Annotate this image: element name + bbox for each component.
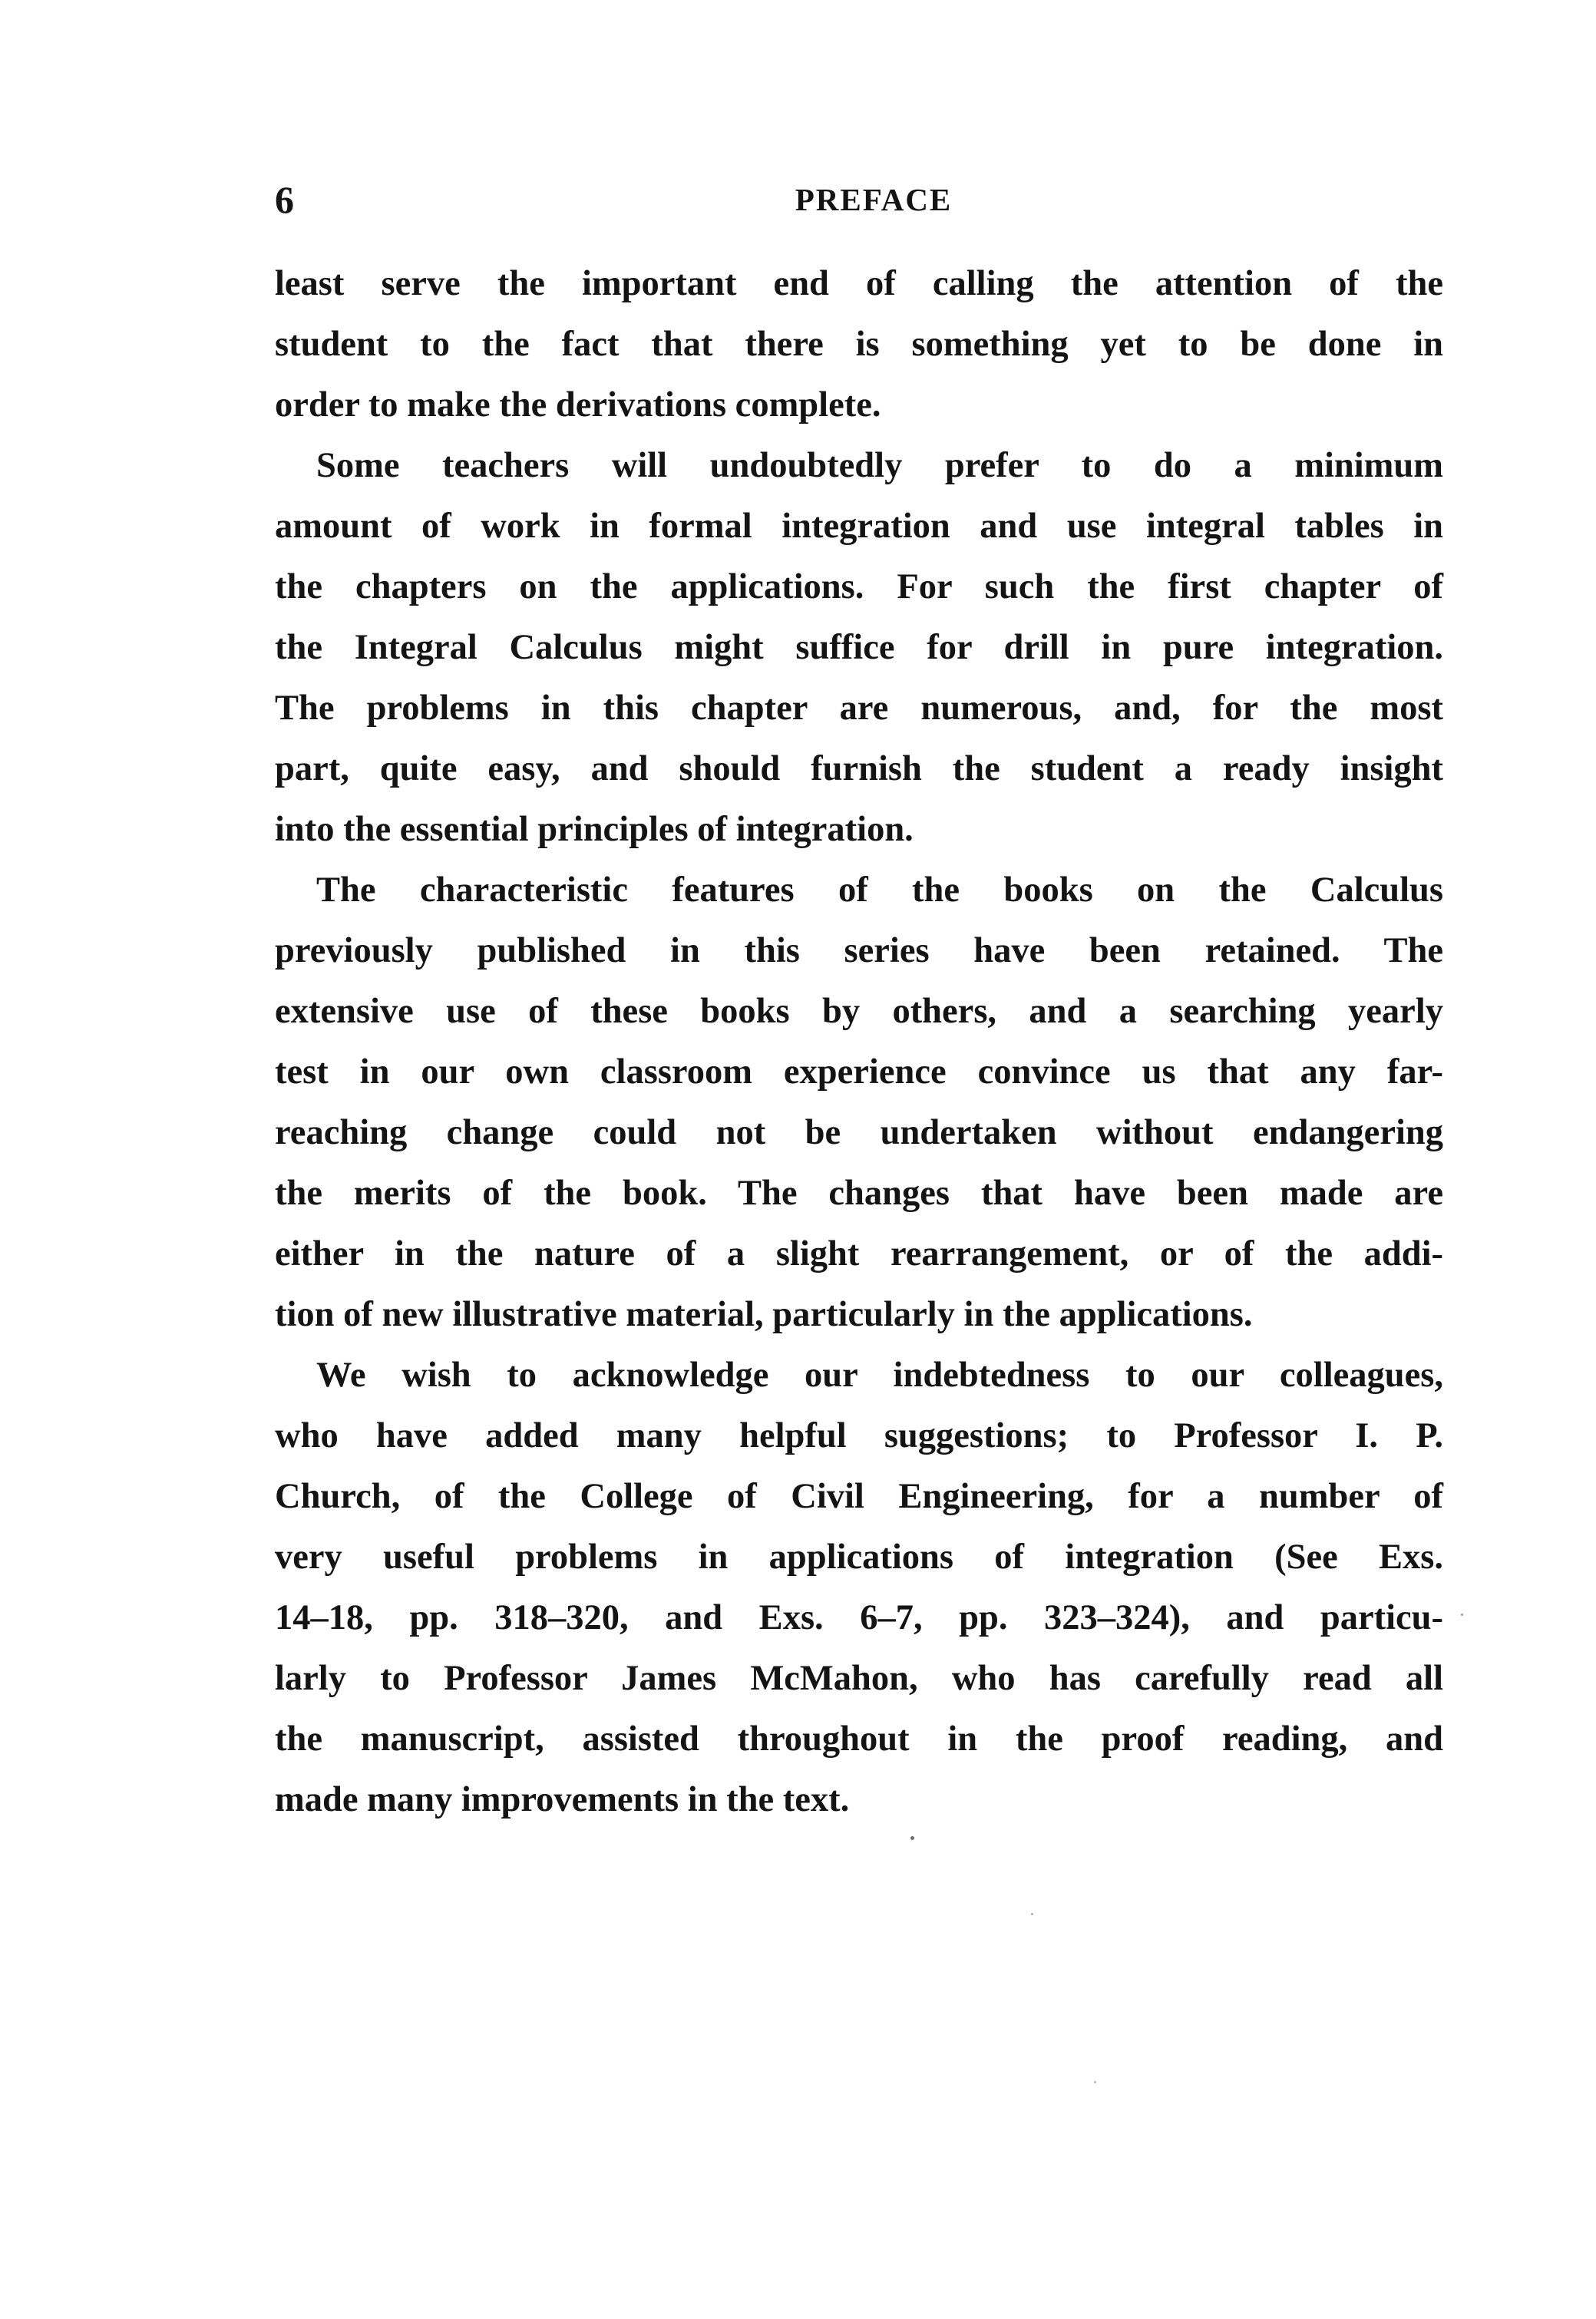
- text-line: larly to Professor James McMahon, who has carefully read all: [275, 1659, 1443, 1698]
- paragraph-acknowledgments: [275, 1345, 1443, 1830]
- scan-speck: [1461, 1614, 1463, 1616]
- running-head: [275, 175, 1442, 224]
- text-line: who have added many helpful suggestions; to Professor I. P.: [275, 1416, 1443, 1455]
- text-line: the manuscript, assisted throughout in the proof reading, and: [275, 1719, 1443, 1759]
- text-line: either in the nature of a slight rearrangement, or of the addi-: [275, 1234, 1443, 1273]
- text-line: into the essential principles of integration.: [275, 810, 914, 849]
- page-number: 6: [275, 178, 294, 221]
- text-line: part, quite easy, and should furnish the student a ready insight: [275, 749, 1443, 788]
- text-line: amount of work in formal integration and use integral tables in: [275, 507, 1443, 546]
- text-line: the Integral Calculus might suffice for drill in pure integration.: [275, 628, 1443, 667]
- text-line: We wish to acknowledge our indebtedness to our colleagues,: [316, 1356, 1443, 1395]
- text-line: extensive use of these books by others, and a searching yearly: [275, 992, 1443, 1031]
- scan-speck: [1094, 2081, 1096, 2083]
- text-line: made many improvements in the text.: [275, 1780, 850, 1819]
- text-line: 14–18, pp. 318–320, and Exs. 6–7, pp. 323–324), and particu-: [275, 1598, 1443, 1637]
- text-line: test in our own classroom experience convince us that any far-: [275, 1052, 1443, 1092]
- paragraph-integral-tables: [275, 435, 1443, 860]
- paragraph-features: [275, 860, 1443, 1345]
- scan-speck: [1031, 1913, 1033, 1915]
- text-line: student to the fact that there is something yet to be done in: [275, 325, 1443, 364]
- text-line: order to make the derivations complete.: [275, 385, 881, 424]
- text-line: The problems in this chapter are numerous, and, for the most: [275, 689, 1443, 728]
- text-line: very useful problems in applications of integration (See Exs.: [275, 1538, 1443, 1577]
- running-title: PREFACE: [795, 182, 953, 217]
- text-line: Some teachers will undoubtedly prefer to do a minimum: [316, 446, 1443, 485]
- text-line: the chapters on the applications. For such the first chapter of: [275, 567, 1443, 606]
- scan-speck: [910, 1836, 914, 1840]
- text-line: tion of new illustrative material, particularly in the applications.: [275, 1295, 1253, 1334]
- text-line: least serve the important end of calling the attention of the: [275, 264, 1443, 303]
- text-line: The characteristic features of the books on the Calculus: [316, 870, 1443, 910]
- text-line: Church, of the College of Civil Engineering, for a number of: [275, 1477, 1443, 1516]
- paragraph-continuation: [275, 253, 1443, 435]
- text-line: the merits of the book. The changes that have been made are: [275, 1174, 1443, 1213]
- text-line: reaching change could not be undertaken without endangering: [275, 1113, 1443, 1152]
- text-line: previously published in this series have been retained. The: [275, 931, 1443, 970]
- body-text: [275, 253, 1443, 1830]
